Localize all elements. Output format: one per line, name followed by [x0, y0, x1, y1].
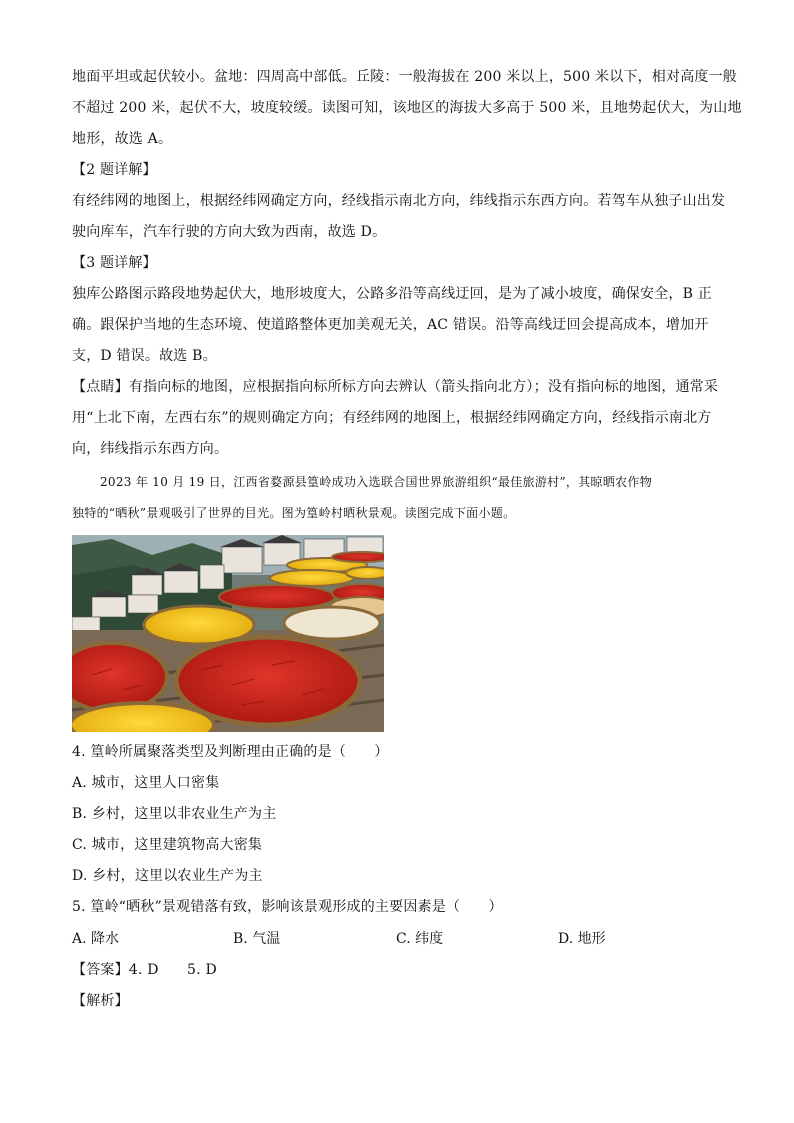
section-heading: 【3 题详解】 [72, 255, 157, 271]
paragraph-line: 独库公路图示路段地势起伏大，地形坡度大，公路多沿等高线迂回，是为了减小坡度，确保安全，B 正 [72, 286, 712, 302]
paragraph-line: 驶向库车，汽车行驶的方向大致为西南，故选 D。 [72, 224, 387, 240]
paragraph-line: 不超过 200 米，起伏不大，坡度较缓。读图可知，该地区的海拔大多高于 500 米，且地势起伏大，为山地 [72, 100, 742, 116]
harvest-drying-photo [72, 535, 384, 732]
tip-line [72, 377, 718, 397]
paragraph-line: 地形，故选 A。 [72, 131, 173, 147]
option-4a: A. 城市，这里人口密集 [72, 775, 220, 791]
answer-values: 4. D 5. D [128, 962, 217, 978]
paragraph-line: 地面平坦或起伏较小。盆地：四周高中部低。丘陵：一般海拔在 200 米以上，500 米以下，相对高度一般 [72, 69, 737, 85]
tip-text: 有指向标的地图，应根据指向标所标方向去辨认（箭头指向北方）；没有指向标的地图，通常采 [128, 379, 719, 395]
option-5b: B. 气温 [233, 931, 281, 947]
option-4b: B. 乡村，这里以非农业生产为主 [72, 806, 277, 822]
intro-line: 2023 年 10 月 19 日，江西省婺源县篁岭成功入选联合国世界旅游组织“最佳旅游村”，其晾晒农作物 [100, 475, 653, 489]
option-4d: D. 乡村，这里以农业生产为主 [72, 868, 263, 884]
intro-line: 独特的“晒秋”景观吸引了世界的目光。图为篁岭村晒秋景观。读图完成下面小题。 [72, 506, 516, 520]
answer-line [72, 960, 217, 980]
paragraph-line: 用“上北下南，左西右东”的规则确定方向；有经纬网的地图上，根据经纬网确定方向，经线指示南北方 [72, 410, 712, 426]
tip-label: 【点睛】 [72, 379, 129, 395]
question-4: 4. 篁岭所属聚落类型及判断理由正确的是（ ） [72, 744, 389, 760]
analysis-heading: 【解析】 [72, 993, 129, 1009]
question-5: 5. 篁岭“晒秋”景观错落有致，影响该景观形成的主要因素是（ ） [72, 899, 503, 915]
section-heading: 【2 题详解】 [72, 162, 157, 178]
option-5a: A. 降水 [72, 931, 120, 947]
paragraph-line: 支，D 错误。故选 B。 [72, 348, 217, 364]
paragraph-line: 向，纬线指示东西方向。 [72, 441, 229, 457]
paragraph-line: 有经纬网的地图上，根据经纬网确定方向，经线指示南北方向，纬线指示东西方向。若驾车从独子山出发 [72, 193, 726, 209]
answer-label: 【答案】 [72, 962, 129, 978]
paragraph-line: 确。跟保护当地的生态环境、使道路整体更加美观无关，AC 错误。沿等高线迂回会提高成本，增加开 [72, 317, 709, 333]
option-5d: D. 地形 [558, 931, 606, 947]
option-4c: C. 城市，这里建筑物高大密集 [72, 837, 263, 853]
option-5c: C. 纬度 [396, 931, 444, 947]
